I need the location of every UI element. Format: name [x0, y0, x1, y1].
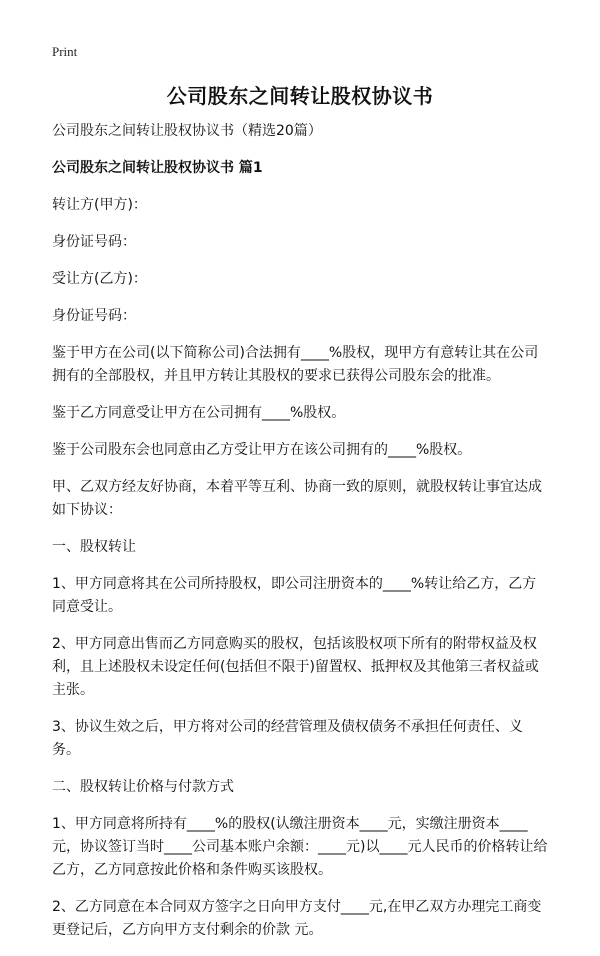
paragraph-recital-3: 鉴于公司股东会也同意由乙方受让甲方在该公司拥有的____%股权。: [52, 442, 472, 458]
document-subtitle: 公司股东之间转让股权协议书（精选20篇）: [52, 123, 322, 139]
clause-heading-1: 一、股权转让: [52, 539, 136, 555]
clause-2-2: 2、乙方同意在本合同双方签字之日向甲方支付____元,在甲乙双方办理完工商变更登记后，乙方向甲方支付剩余的价款 元。: [52, 899, 542, 938]
print-link[interactable]: Print: [52, 44, 78, 59]
clause-heading-2: 二、股权转让价格与付款方式: [52, 779, 234, 795]
clause-1-2: 2、甲方同意出售而乙方同意购买的股权，包括该股权项下所有的附带权益及权利，且上述股权未设定任何(包括但不限于)留置权、抵押权及其他第三者权益或主张。: [52, 636, 539, 698]
paragraph-agreement-intro: 甲、乙双方经友好协商，本着平等互利、协商一致的原则，就股权转让事宜达成如下协议：: [52, 479, 542, 518]
paragraph-recital-2: 鉴于乙方同意受让甲方在公司拥有____%股权。: [52, 405, 346, 421]
paragraph-transferor-id: 身份证号码：: [52, 234, 136, 250]
clause-1-1: 1、甲方同意将其在公司所持股权，即公司注册资本的____%转让给乙方，乙方同意受让。: [52, 576, 537, 615]
paragraph-recital-1: 鉴于甲方在公司(以下简称公司)合法拥有____%股权，现甲方有意转让其在公司拥有的全部股权，并且甲方转让其股权的要求已获得公司股东会的批准。: [52, 345, 539, 384]
paragraph-transferor: 转让方(甲方)：: [52, 197, 147, 213]
clause-1-3: 3、协议生效之后，甲方将对公司的经营管理及债权债务不承担任何责任、义务。: [52, 719, 523, 758]
clause-2-1: 1、甲方同意将所持有____%的股权(认缴注册资本____元，实缴注册资本____元，协议签订当时____公司基本账户余额：____元)以____元人民币的价格转让给乙方，乙方同意按此价格和条件购买该股权。: [52, 816, 548, 878]
document-body: [52, 120, 548, 956]
section-heading: 公司股东之间转让股权协议书 篇1: [52, 160, 263, 176]
paragraph-transferee-id: 身份证号码：: [52, 308, 136, 324]
page-title: 公司股东之间转让股权协议书: [166, 84, 434, 108]
paragraph-transferee: 受让方(乙方)：: [52, 271, 147, 287]
